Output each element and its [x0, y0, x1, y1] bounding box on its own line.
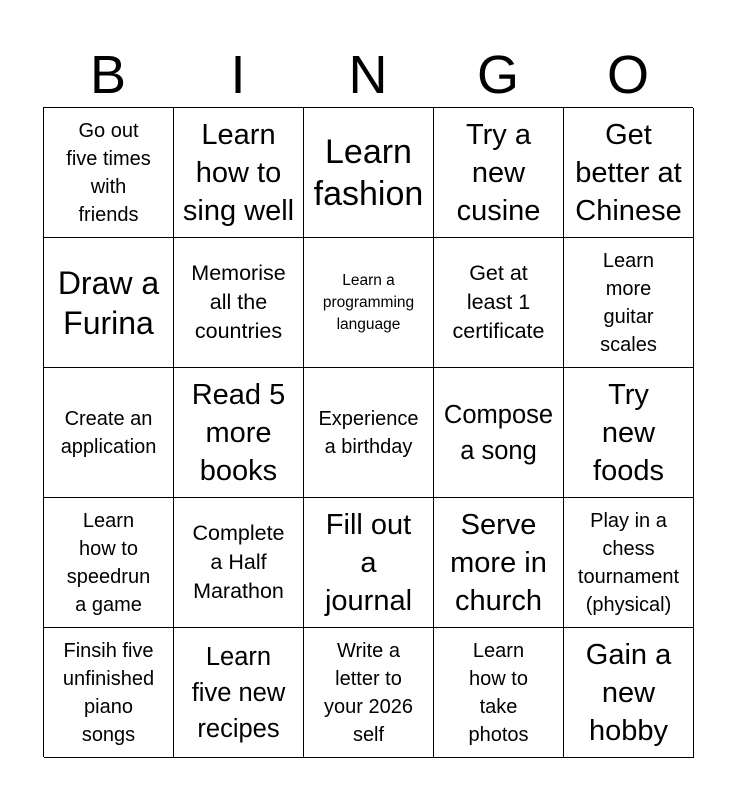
- cell-text: Serve more in church: [450, 508, 547, 617]
- header-letter-g: G: [476, 45, 519, 105]
- bingo-cell[interactable]: [174, 108, 304, 238]
- cell-text: Learn how to speedrun a game: [66, 509, 151, 616]
- bingo-board: [43, 107, 693, 757]
- cell-text: Learn fashion: [313, 132, 424, 213]
- bingo-cell[interactable]: [564, 368, 694, 498]
- cell-text: Read 5 more books: [191, 378, 286, 487]
- header-letter-o: O: [606, 45, 649, 105]
- cell-text: Memorise all the countries: [191, 261, 286, 343]
- bingo-cell[interactable]: [44, 498, 174, 628]
- header-letter-n: N: [348, 45, 388, 105]
- bingo-cell[interactable]: [304, 368, 434, 498]
- cell-text: Play in a chess tournament (physical): [577, 509, 680, 616]
- cell-text: Fill out a journal: [324, 508, 413, 617]
- cell-text: Write a letter to your 2026 self: [324, 639, 413, 746]
- bingo-cell[interactable]: [174, 628, 304, 758]
- bingo-cell[interactable]: [174, 238, 304, 368]
- cell-text: Compose a song: [443, 400, 554, 465]
- header-letter-b: B: [89, 45, 127, 105]
- bingo-cell[interactable]: [434, 238, 564, 368]
- cell-text: Learn how to sing well: [182, 118, 295, 227]
- bingo-cell[interactable]: [564, 108, 694, 238]
- bingo-cell[interactable]: [44, 628, 174, 758]
- bingo-header: [43, 40, 693, 108]
- bingo-cell[interactable]: [44, 238, 174, 368]
- cell-text: Complete a Half Marathon: [192, 521, 285, 603]
- cell-text: Create an application: [60, 407, 157, 458]
- bingo-cell[interactable]: [434, 628, 564, 758]
- header-letter-i: I: [230, 45, 246, 105]
- cell-text: Learn five new recipes: [191, 642, 286, 743]
- bingo-cell[interactable]: [434, 368, 564, 498]
- cell-text: Learn more guitar scales: [600, 249, 657, 356]
- cell-text: Experience a birthday: [318, 407, 419, 458]
- cell-text: Go out five times with friends: [66, 119, 151, 226]
- bingo-cell[interactable]: [564, 498, 694, 628]
- bingo-cell[interactable]: [434, 108, 564, 238]
- cell-text: Gain a new hobby: [585, 638, 672, 747]
- cell-text: Draw a Furina: [57, 264, 160, 341]
- bingo-cell[interactable]: [304, 238, 434, 368]
- bingo-cell[interactable]: [434, 498, 564, 628]
- cell-text: Learn a programming language: [322, 271, 415, 333]
- cell-text: Get better at Chinese: [575, 118, 682, 227]
- cell-text: Try a new cusine: [456, 118, 541, 227]
- bingo-cell[interactable]: [44, 368, 174, 498]
- bingo-cell[interactable]: [174, 498, 304, 628]
- bingo-cell[interactable]: [564, 628, 694, 758]
- bingo-cell[interactable]: [174, 368, 304, 498]
- cell-text: Get at least 1 certificate: [452, 261, 545, 343]
- bingo-cell[interactable]: [44, 108, 174, 238]
- cell-text: Try new foods: [593, 378, 664, 487]
- cell-text: Learn how to take photos: [468, 639, 529, 746]
- bingo-cell[interactable]: [304, 498, 434, 628]
- bingo-cell[interactable]: [304, 108, 434, 238]
- bingo-cell[interactable]: [304, 628, 434, 758]
- bingo-cell[interactable]: [564, 238, 694, 368]
- cell-text: Finsih five unfinished piano songs: [62, 639, 155, 746]
